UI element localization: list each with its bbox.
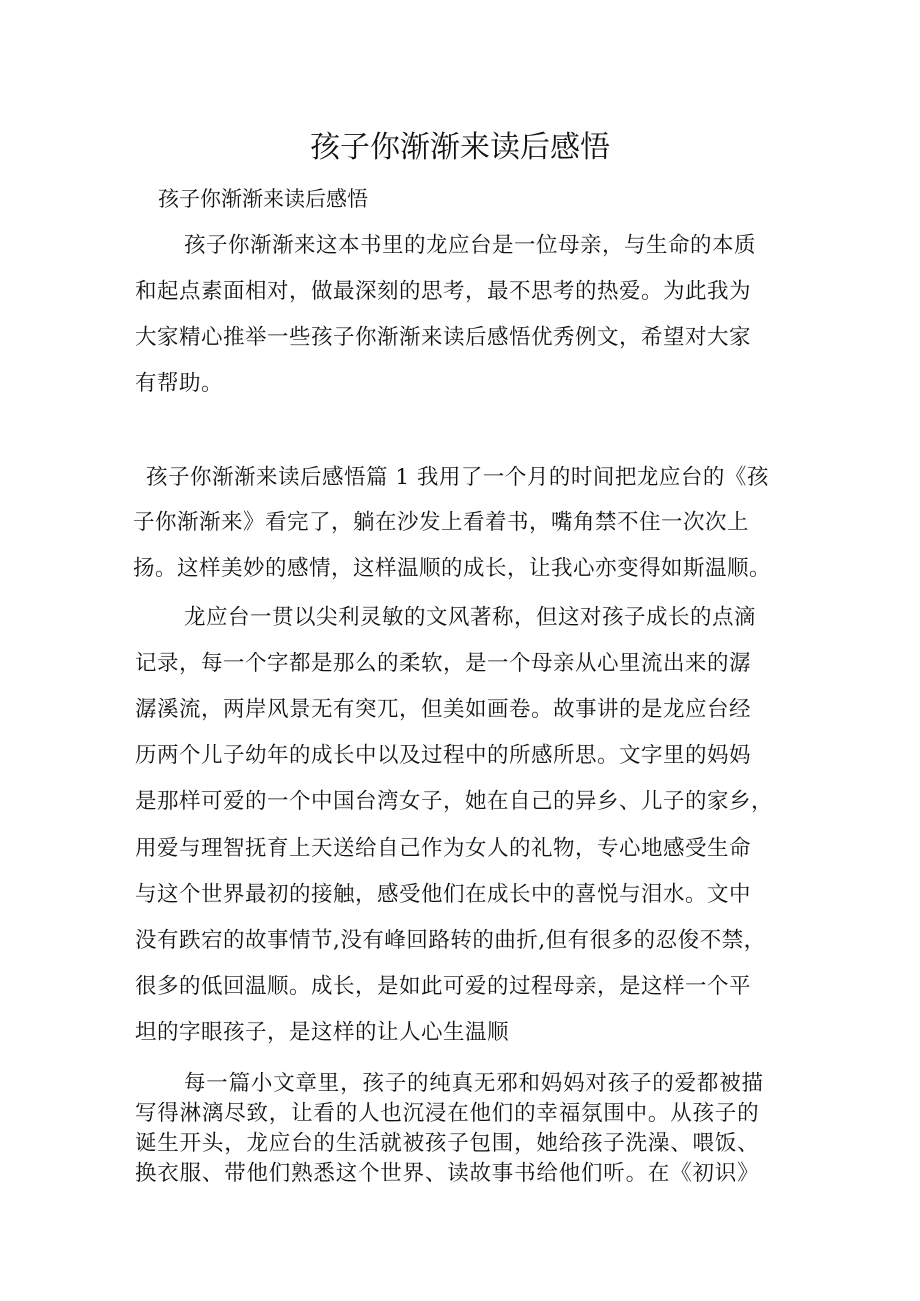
document-title: 孩子你渐渐来读后感悟 [310,130,610,165]
document-subtitle: 孩子你渐渐来读后感悟 [158,187,368,211]
text-line: 大家精心推举一些孩子你渐渐来读后感悟优秀例文，希望对大家 [135,325,752,350]
text-line: 是那样可爱的一个中国台湾女子，她在自己的异乡、儿子的家乡， [135,789,774,814]
text-line: 没有跌宕的故事情节,没有峰回路转的曲折,但有很多的忍俊不禁， [135,928,766,953]
text-line: 龙应台一贯以尖利灵敏的文风著称，但这对孩子成长的点滴 [184,605,757,630]
text-line: 有帮助。 [135,371,224,396]
text-line: 记录，每一个字都是那么的柔软，是一个母亲从心里流出来的潺 [135,651,752,676]
text-line: 写得淋漓尽致，让看的人也沉浸在他们的幸福氛围中。从孩子的 [135,1101,760,1126]
text-line: 坦的字眼孩子，是这样的让人心生温顺 [135,1020,510,1045]
text-line: 与这个世界最初的接触，感受他们在成长中的喜悦与泪水。文中 [135,882,752,907]
text-line: 孩子你渐渐来这本书里的龙应台是一位母亲，与生命的本质 [184,233,757,258]
text-line: 子你渐渐来》看完了，躺在沙发上看着书，嘴角禁不住一次次上 [133,510,750,535]
text-line: 扬。这样美妙的感情，这样温顺的成长，让我心亦变得如斯温顺。 [133,556,772,581]
text-line: 孩子你渐渐来读后感悟篇 1 我用了一个月的时间把龙应台的《孩 [146,465,769,490]
text-line: 潺溪流，两岸风景无有突兀，但美如画卷。故事讲的是龙应台经 [135,697,752,722]
text-line: 很多的低回温顺。成长，是如此可爱的过程母亲，是这样一个平 [135,974,752,999]
text-line: 诞生开头，龙应台的生活就被孩子包围，她给孩子洗澡、喂饭、 [135,1131,760,1156]
text-line: 和起点素面相对，做最深刻的思考，最不思考的热爱。为此我为 [135,279,752,304]
text-line: 用爱与理智抚育上天送给自己作为女人的礼物，专心地感受生命 [135,836,752,861]
text-line: 换衣服、带他们熟悉这个世界、读故事书给他们听。在《初识》 [135,1161,760,1186]
text-line: 历两个儿子幼年的成长中以及过程中的所感所思。文字里的妈妈 [135,743,752,768]
text-line: 每一篇小文章里，孩子的纯真无邪和妈妈对孩子的爱都被描 [184,1071,764,1096]
